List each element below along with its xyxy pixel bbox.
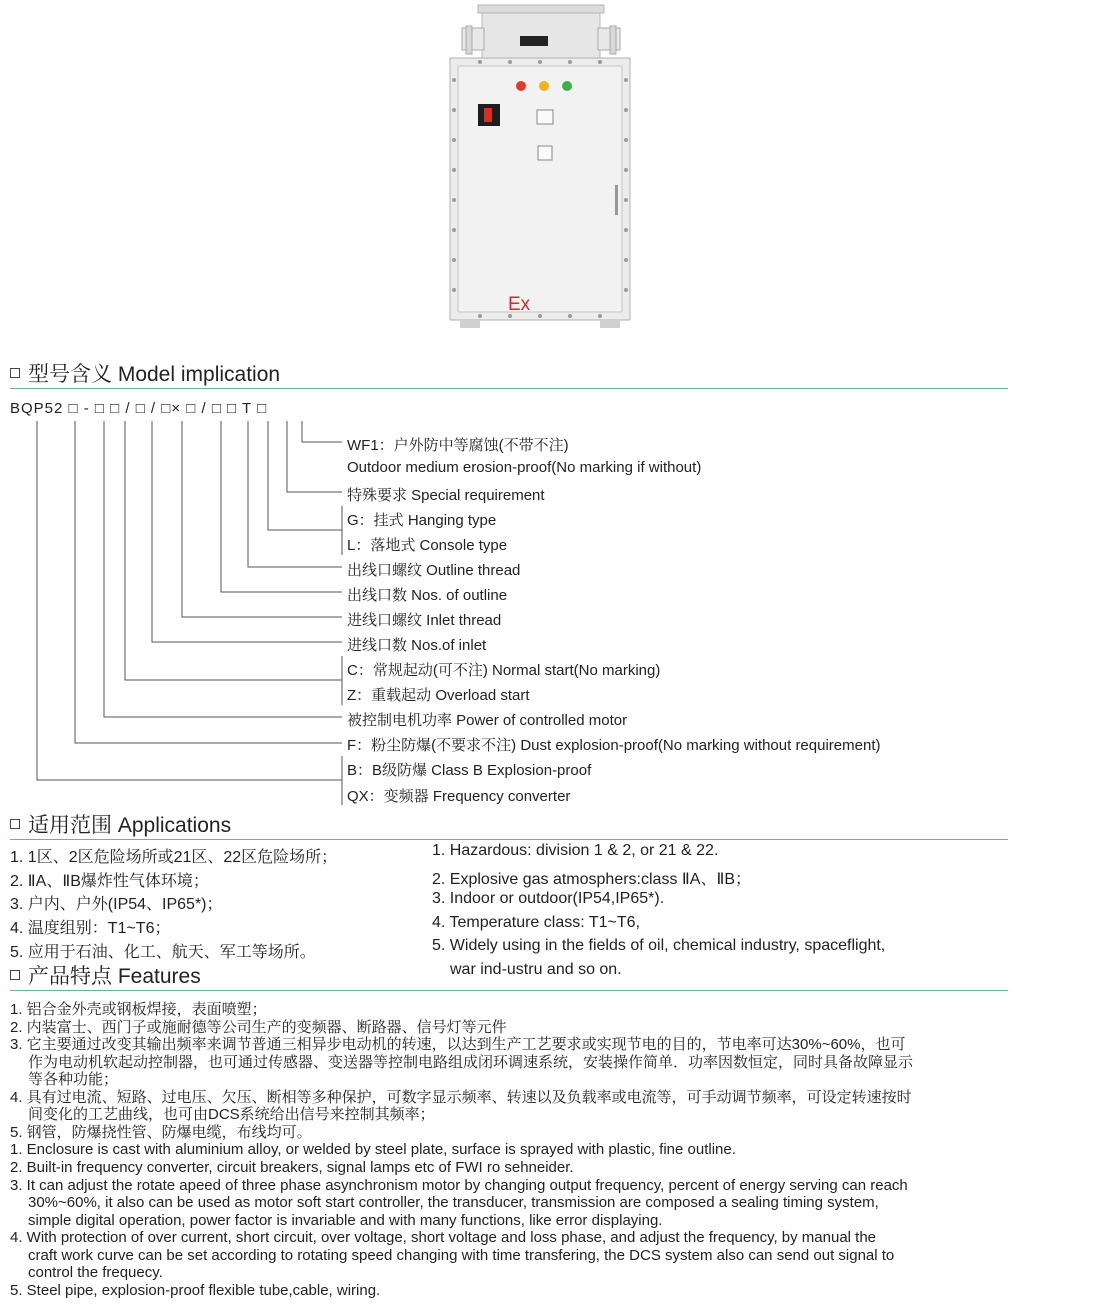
tree-line-qx (37, 421, 342, 780)
application-cn-item: 1. 1区、2区危险场所或21区、22区危险场所； (10, 849, 338, 866)
model-label-outline-nos: 出线口数 Nos. of outline (347, 587, 508, 604)
feature-line: 等各种功能； (28, 1071, 119, 1088)
feature-line: control the frequecy. (28, 1264, 163, 1281)
model-label-inlet-thread: 进线口螺纹 Inlet thread (347, 612, 502, 629)
model-label-wf1: WF1：户外防中等腐蚀(不带不注) (347, 437, 569, 454)
feature-line: 2. 内装富士、西门子或施耐德等公司生产的变频器、断路器、信号灯等元件 (10, 1019, 507, 1036)
feature-line: 5. 钢管，防爆挠性管、防爆电缆，布线均可。 (10, 1124, 312, 1141)
model-label-hanging: G：挂式 Hanging type (347, 512, 497, 529)
tree-line-inlet-thread (182, 421, 342, 617)
tree-line-f (75, 421, 342, 743)
model-label-console: L：落地式 Console type (347, 537, 508, 554)
application-en-item: 5. Widely using in the fields of oil, chemical industry, spaceflight, (432, 937, 886, 954)
model-code: BQP52 □ - □ □ / □ / □× □ / □ □ T □ (10, 400, 268, 417)
section-title-features (10, 960, 201, 990)
model-label-outdoor: Outdoor medium erosion-proof(No marking if without) (347, 459, 702, 476)
section-title-applications-text: 适用范围 Applications (28, 814, 232, 837)
feature-line: 30%~60%, it also can be used as motor soft start controller, the transducer, transmission are composed a sealing timing system, (28, 1194, 879, 1211)
model-label-outline-thread: 出线口螺纹 Outline thread (347, 562, 521, 579)
application-cn-item: 4. 温度组别：T1~T6； (10, 920, 171, 937)
tree-line-inlet-nos (152, 421, 342, 642)
model-label-inlet-nos: 进线口数 Nos.of inlet (347, 637, 487, 654)
tree-line-outline-thread (248, 421, 342, 567)
application-en-item: 1. Hazardous: division 1 & 2, or 21 & 22. (432, 842, 719, 859)
section-divider (10, 990, 1008, 991)
feature-line: 3. 它主要通过改变其输出频率来调节普通三相异步电动机的转速，以达到生产工艺要求或实现节电的目的，节电率可达30%~60%，也可 (10, 1036, 906, 1053)
model-label-class-b: B：B级防爆 Class B Explosion-proof (347, 762, 592, 779)
tree-line-outline-nos (221, 421, 342, 592)
square-bullet-icon (10, 970, 20, 980)
feature-line: 4. With protection of over current, short circuit, over voltage, short voltage and loss phase, and adjust the frequency, by manual the (10, 1229, 877, 1246)
model-label-special: 特殊要求 Special requirement (347, 487, 545, 504)
model-label-dust-proof: F：粉尘防爆(不要求不注) Dust explosion-proof(No marking without requirement) (347, 737, 881, 754)
tree-line-wf1 (302, 421, 342, 442)
feature-line: 3. It can adjust the rotate apeed of three phase asynchronism motor by changing output frequency, percent of energy serving can reach (10, 1177, 908, 1194)
application-en-item: 3. Indoor or outdoor(IP54,IP65*). (432, 890, 665, 907)
model-label-motor-power: 被控制电机功率 Power of controlled motor (347, 712, 628, 729)
model-label-normal-start: C：常规起动(可不注) Normal start(No marking) (347, 662, 661, 679)
application-cn-item: 3. 户内、户外(IP54、IP65*)； (10, 896, 223, 913)
feature-line: 5. Steel pipe, explosion-proof flexible tube,cable, wiring. (10, 1282, 381, 1299)
application-en-item: 4. Temperature class: T1~T6, (432, 914, 640, 931)
ex-badge: Ex (508, 294, 531, 315)
feature-line: 4. 具有过电流、短路、过电压、欠压、断相等多种保护，可数字显示频率、转速以及负载率或电流等，可手动调节频率，可设定转速按时 (10, 1089, 912, 1106)
feature-line: 1. Enclosure is cast with aluminium alloy, or welded by steel plate, surface is sprayed with plastic, fine outline. (10, 1141, 736, 1158)
feature-line: 作为电动机软起动控制器，也可通过传感器、变送器等控制电路组成闭环调速系统，安装操作简单．功率因数恒定，同时具备故障显示 (28, 1054, 914, 1071)
section-title-features-text: 产品特点 Features (28, 965, 201, 988)
feature-line: 间变化的工艺曲线，也可由DCS系统给出信号来控制其频率； (28, 1106, 435, 1123)
tree-line-power (104, 421, 342, 717)
application-en-item: war ind-ustru and so on. (450, 961, 622, 978)
square-bullet-icon (10, 819, 20, 829)
feature-line: simple digital operation, power factor is invariable and with many functions, like error displaying. (28, 1212, 663, 1229)
feature-line: craft work curve can be set according to rotating speed changing with time transfering, the DCS system also can send out signal to (28, 1247, 895, 1264)
application-cn-item: 2. ⅡA、ⅡB爆炸性气体环境； (10, 873, 209, 890)
section-title-model-text: 型号含义 Model implication (28, 363, 281, 386)
section-divider (10, 839, 1008, 840)
application-en-item: 2. Explosive gas atmosphers:class ⅡA、ⅡB； (432, 871, 751, 888)
tree-line-type (268, 421, 342, 530)
model-label-overload-start: Z：重载起动 Overload start (347, 687, 530, 704)
application-cn-item: 5. 应用于石油、化工、航天、军工等场所。 (10, 944, 316, 961)
tree-line-special (287, 421, 342, 492)
feature-line: 1. 铝合金外壳或钢板焊接，表面喷塑； (10, 1001, 267, 1018)
tree-line-start (125, 421, 342, 680)
model-label-qx: QX：变频器 Frequency converter (347, 788, 571, 805)
feature-line: 2. Built-in frequency converter, circuit breakers, signal lamps etc of FWI ro sehneider. (10, 1159, 574, 1176)
section-title-applications (10, 809, 231, 839)
